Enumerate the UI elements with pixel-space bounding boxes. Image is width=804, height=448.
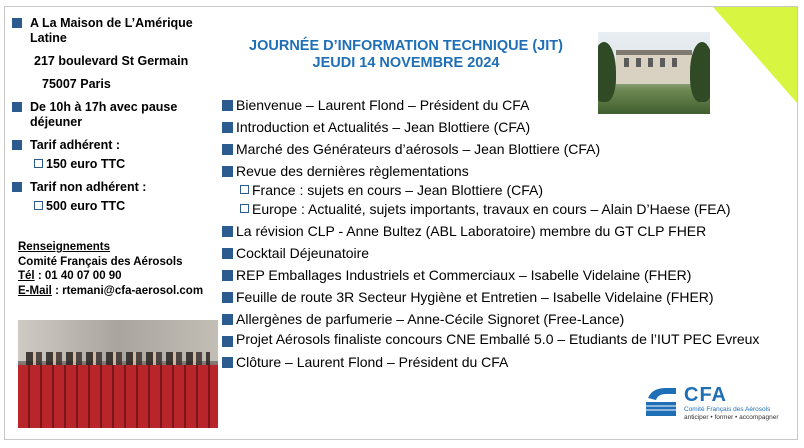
list-item: Bienvenue – Laurent Flond – Président du CFA <box>220 96 792 115</box>
nonmember-price: 500 euro TTC <box>46 199 126 213</box>
list-item: Introduction et Actualités – Jean Blottiere (CFA) <box>220 118 792 137</box>
address-line-2: Latine <box>30 31 67 45</box>
square-bullet-icon <box>222 226 233 237</box>
title-line-2: JEUDI 14 NOVEMBRE 2024 <box>312 55 500 71</box>
square-bullet-icon <box>222 248 233 259</box>
sub-list-item: Europe : Actualité, sujets importants, travaux en cours – Alain D’Haese (FEA) <box>220 200 792 219</box>
square-bullet-icon <box>222 122 233 133</box>
hours-block <box>12 100 218 130</box>
square-bullet-icon <box>222 100 233 111</box>
title-line-1: JOURNÉE D’INFORMATION TECHNIQUE (JIT) <box>249 38 563 54</box>
address-block <box>12 16 218 46</box>
checkbox-bullet-icon <box>34 201 43 210</box>
list-item: Revue des dernières règlementations <box>220 162 792 181</box>
member-price: 150 euro TTC <box>46 157 126 171</box>
hours-line-1: De 10h à 17h avec pause <box>30 100 178 114</box>
square-bullet-icon <box>222 270 233 281</box>
square-bullet-icon <box>12 182 22 192</box>
list-item: Feuille de route 3R Secteur Hygiène et Entretien – Isabelle Videlaine (FHER) <box>220 288 792 307</box>
logo-name: CFA <box>684 384 727 406</box>
conference-room-photo <box>18 320 218 428</box>
contact-org: Comité Français des Aérosols <box>18 255 183 268</box>
list-item: Marché des Générateurs d’aérosols – Jean Blottiere (CFA) <box>220 140 792 159</box>
list-item: Cocktail Déjeunatoire <box>220 244 792 263</box>
nonmember-price-row <box>12 199 218 214</box>
cfa-logo-mark-icon <box>642 384 680 418</box>
nonmember-price-label: Tarif non adhérent : <box>30 180 147 194</box>
square-bullet-icon <box>12 102 22 112</box>
contact-block <box>18 240 228 298</box>
address-line-4: 75007 Paris <box>42 77 111 91</box>
contact-email <box>18 284 228 299</box>
agenda-list <box>220 96 792 375</box>
checkbox-bullet-icon <box>240 185 249 194</box>
checkbox-bullet-icon <box>34 159 43 168</box>
hours-line-2: déjeuner <box>30 115 83 129</box>
square-bullet-icon <box>222 166 233 177</box>
lime-corner-triangle <box>713 7 797 103</box>
address-line-3: 217 boulevard St Germain <box>34 54 189 68</box>
logo-tagline-1: Comité Français des Aérosols <box>684 406 771 413</box>
email-value[interactable]: : rtemani@cfa-aerosol.com <box>51 284 204 297</box>
sub-list-item: France : sujets en cours – Jean Blottiere (CFA) <box>220 181 792 200</box>
square-bullet-icon <box>12 140 22 150</box>
square-bullet-icon <box>222 292 233 303</box>
cfa-logo <box>642 384 790 430</box>
list-item: Projet Aérosols finaliste concours CNE Emballé 5.0 – Etudiants de l’IUT PEC Evreux <box>220 332 792 347</box>
contact-heading: Renseignements <box>18 241 111 253</box>
square-bullet-icon <box>222 144 233 155</box>
square-bullet-icon <box>222 336 233 347</box>
list-item: Allergènes de parfumerie – Anne-Cécile Signoret (Free-Lance) <box>220 310 792 329</box>
nonmember-price-label-row <box>12 180 218 195</box>
address-line-1: A La Maison de L’Amérique <box>30 16 193 30</box>
square-bullet-icon <box>222 314 233 325</box>
member-price-row <box>12 157 218 172</box>
member-price-label-row <box>12 138 218 153</box>
list-item: REP Emballages Industriels et Commerciaux – Isabelle Videlaine (FHER) <box>220 266 792 285</box>
page-title <box>216 38 596 72</box>
checkbox-bullet-icon <box>240 204 249 213</box>
square-bullet-icon <box>222 357 233 368</box>
member-price-label: Tarif adhérent : <box>30 138 121 152</box>
venue-info <box>12 16 218 214</box>
tel-value: : 01 40 07 00 90 <box>34 270 122 282</box>
contact-tel <box>18 269 228 284</box>
list-item: Clôture – Laurent Flond – Président du CFA <box>220 353 792 372</box>
list-item: La révision CLP - Anne Bultez (ABL Laboratoire) membre du GT CLP FHER <box>220 222 792 241</box>
square-bullet-icon <box>12 18 22 28</box>
logo-tagline-2: anticiper • former • accompagner <box>684 414 779 421</box>
email-label: E-Mail <box>18 284 52 297</box>
tel-label: Tél <box>18 270 35 282</box>
